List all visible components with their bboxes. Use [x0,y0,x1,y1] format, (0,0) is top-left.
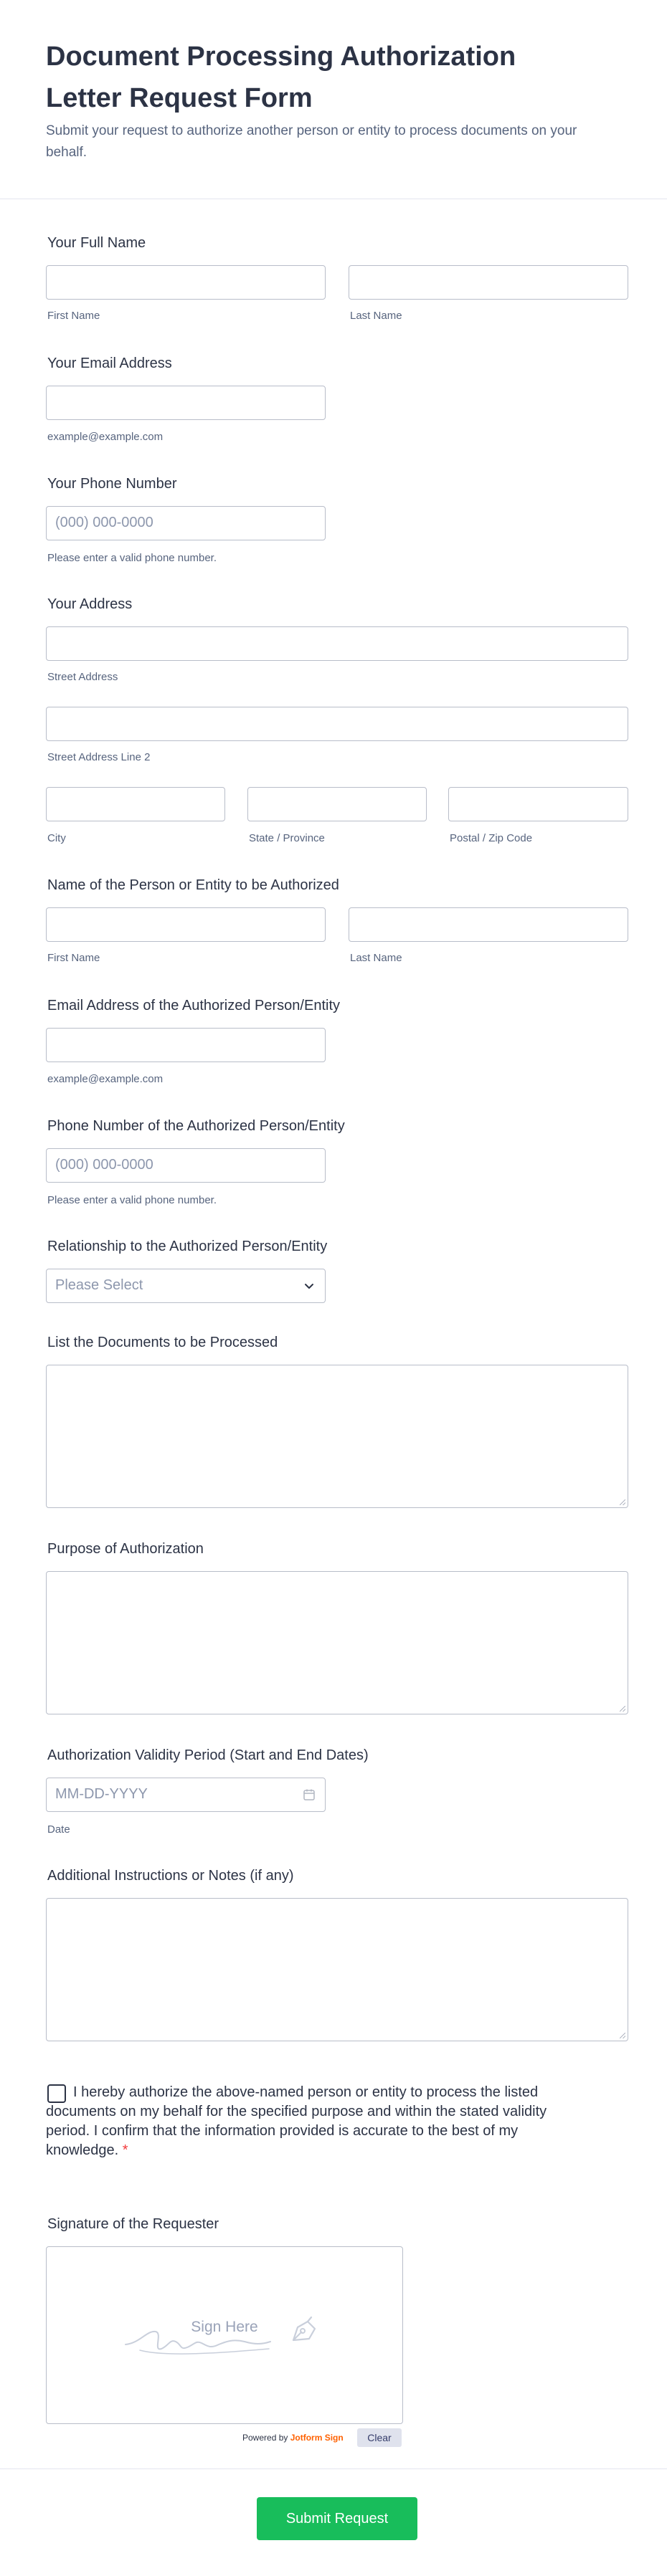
calendar-icon[interactable] [302,1788,316,1802]
authorized-name-label: Name of the Person or Entity to be Authorized [47,877,339,893]
state-sublabel: State / Province [249,832,325,844]
last-name-input[interactable] [349,265,628,300]
last-name-sublabel: Last Name [350,310,402,322]
authorized-email-input[interactable] [46,1028,326,1062]
form-title: Document Processing Authorization Letter Request Form [46,42,516,113]
city-sublabel: City [47,832,66,844]
powered-by-text: Powered by [242,2433,288,2443]
documents-textarea[interactable] [46,1365,628,1508]
first-name-sublabel: First Name [47,310,100,322]
resize-handle-icon[interactable] [620,2033,625,2038]
first-name-input[interactable] [46,265,326,300]
relationship-select[interactable] [46,1269,326,1303]
chevron-down-icon [302,1279,316,1293]
powered-by [242,2433,344,2443]
phone-input[interactable]: (000) 000-0000 [46,506,326,540]
signature-hint: Sign Here [191,2319,258,2335]
zip-input[interactable] [448,787,628,821]
authorized-phone-input[interactable]: (000) 000-0000 [46,1148,326,1183]
authorized-last-name-sublabel: Last Name [350,952,402,964]
clear-signature-button[interactable]: Clear [357,2428,402,2447]
authorized-email-sublabel: example@example.com [47,1073,164,1085]
validity-label: Authorization Validity Period (Start and End Dates) [47,1747,369,1763]
footer-divider [0,2468,667,2469]
authorized-first-name-sublabel: First Name [47,952,100,964]
authorized-first-name-input[interactable] [46,907,326,942]
street-address-line2-sublabel: Street Address Line 2 [47,751,151,763]
email-label: Your Email Address [47,356,172,371]
zip-sublabel: Postal / Zip Code [450,832,533,844]
jotform-sign-brand[interactable]: Jotform Sign [290,2433,344,2443]
full-name-label: Your Full Name [47,235,146,251]
date-placeholder: MM-DD-YYYY [55,1786,148,1802]
phone-label: Your Phone Number [47,476,177,492]
relationship-selected-value: Please Select [55,1277,143,1293]
signature-pad[interactable] [46,2246,403,2424]
street-address-line2-input[interactable] [46,707,628,741]
relationship-label: Relationship to the Authorized Person/Entity [47,1239,328,1254]
street-address-sublabel: Street Address [47,671,118,683]
form-subtitle: Submit your request to authorize another person or entity to process documents on your behalf. [46,123,577,160]
notes-label: Additional Instructions or Notes (if any) [47,1868,294,1884]
email-input[interactable] [46,386,326,420]
resize-handle-icon[interactable] [620,1706,625,1712]
required-asterisk: * [122,2142,128,2158]
validity-date-input[interactable] [46,1778,326,1812]
signature-label: Signature of the Requester [47,2216,219,2232]
consent-text [46,2083,555,2160]
documents-label: List the Documents to be Processed [47,1335,278,1350]
city-input[interactable] [46,787,225,821]
consent-label: I hereby authorize the above-named person or entity to process the listed documents on my behalf for the specified purpose and within the stated validity period. I confirm that the information provided is accurate to the best of my knowledge. [46,2084,547,2158]
notes-textarea[interactable] [46,1898,628,2041]
authorized-phone-label: Phone Number of the Authorized Person/Entity [47,1118,345,1134]
street-address-input[interactable] [46,626,628,661]
authorized-email-label: Email Address of the Authorized Person/Entity [47,998,340,1013]
authorized-last-name-input[interactable] [349,907,628,942]
email-sublabel: example@example.com [47,431,164,443]
date-sublabel: Date [47,1823,70,1836]
purpose-label: Purpose of Authorization [47,1541,204,1557]
resize-handle-icon[interactable] [620,1499,625,1505]
purpose-textarea[interactable] [46,1571,628,1714]
state-input[interactable] [247,787,427,821]
submit-button[interactable]: Submit Request [257,2497,417,2540]
form-header [0,0,667,163]
phone-sublabel: Please enter a valid phone number. [47,552,217,564]
address-label: Your Address [47,596,133,612]
authorized-phone-sublabel: Please enter a valid phone number. [47,1194,217,1206]
pen-nib-icon [288,2314,321,2346]
